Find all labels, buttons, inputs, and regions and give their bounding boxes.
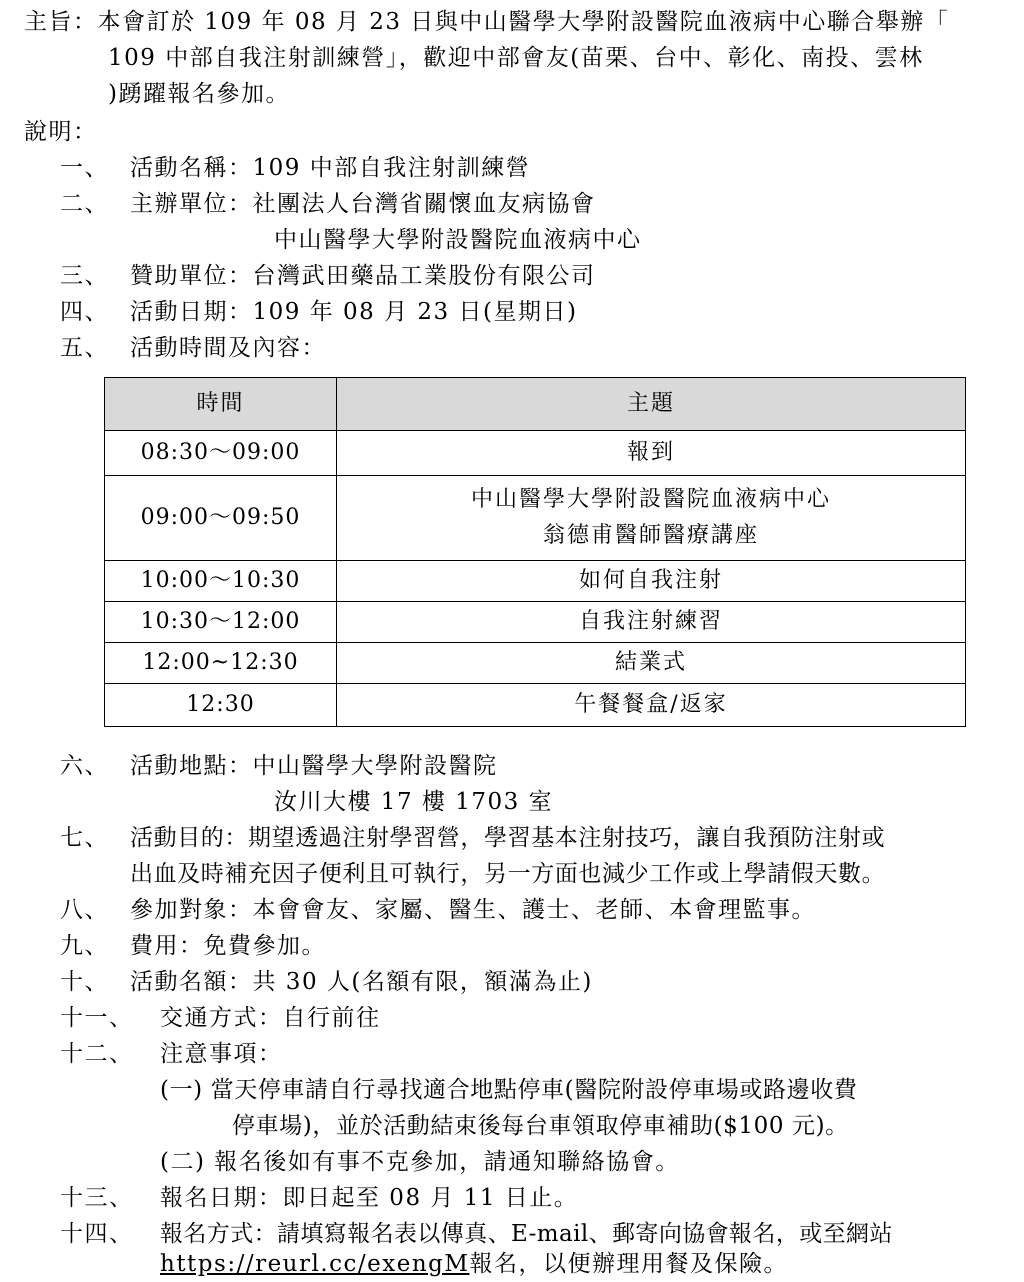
header-time: 時間 [105,378,337,431]
item-text-6: 活動地點：中山醫學大學附設醫院 [130,753,498,779]
item-text-14-tail: 報名，以便辦理用餐及保險。 [469,1251,788,1277]
item-number-4: 四、 [60,299,109,325]
row-topic: 如何自我注射 [337,561,966,602]
item-number-7: 七、 [60,825,109,851]
item-number-13: 十三、 [60,1185,134,1211]
item-number-10: 十、 [60,969,109,995]
item-text-7-cont: 出血及時補充因子便利且可執行，另一方面也減少工作或上學請假天數。 [130,861,886,887]
item-text-12: 注意事項： [160,1041,283,1067]
item-number-5: 五、 [60,335,109,361]
item-number-12: 十二、 [60,1041,134,1067]
item-number-6: 六、 [60,753,109,779]
item-number-1: 一、 [60,155,109,181]
row-topic: 午餐餐盒/返家 [337,684,966,727]
item-number-2: 二、 [60,191,109,217]
table-row [105,561,966,602]
row-time: 10:30～12:00 [105,602,337,643]
item-text-7: 活動目的：期望透過注射學習營，學習基本注射技巧，讓自我預防注射或 [130,825,886,851]
item-text-9: 費用：免費參加。 [130,933,326,959]
item-text-8: 參加對象：本會會友、家屬、醫生、護士、老師、本會理監事。 [130,897,816,923]
item-number-14: 十四、 [60,1221,134,1247]
row-time: 12:30 [105,684,337,727]
item-12-sub-1: (一) 當天停車請自行尋找適合地點停車(醫院附設停車場或路邊收費 [160,1077,858,1103]
item-12-sub-2: (二) 報名後如有事不克參加，請通知聯絡協會。 [160,1149,680,1175]
item-text-1: 活動名稱：109 中部自我注射訓練營 [130,155,531,181]
item-text-5: 活動時間及內容： [130,335,326,361]
row-topic-line-1: 中山醫學大學附設醫院血液病中心 [470,487,831,512]
table-row [105,476,966,561]
item-text-11: 交通方式：自行前往 [160,1005,381,1031]
table-row [105,431,966,476]
item-12-sub-1-cont: 停車場)，並於活動結束後每台車領取停車補助($100 元)。 [232,1113,849,1139]
item-text-13: 報名日期：即日起至 08 月 11 日止。 [160,1185,579,1211]
row-time: 09:00～09:50 [105,476,337,561]
row-topic-line-2: 翁德甫醫師醫療講座 [542,523,759,548]
subject-line-2: 109 中部自我注射訓練營」，歡迎中部會友(苗栗、台中、彰化、南投、雲林 [108,45,924,71]
item-text-10: 活動名額：共 30 人(名額有限，額滿為止) [130,969,593,995]
item-number-11: 十一、 [60,1005,134,1031]
item-text-2-cont: 中山醫學大學附設醫院血液病中心 [274,227,642,253]
item-number-9: 九、 [60,933,109,959]
row-topic: 自我注射練習 [337,602,966,643]
row-time: 10:00～10:30 [105,561,337,602]
table-row [105,602,966,643]
item-text-2: 主辦單位：社團法人台灣省關懷血友病協會 [130,191,596,217]
item-number-8: 八、 [60,897,109,923]
explanation-heading: 說明： [24,119,98,145]
registration-link[interactable]: https://reurl.cc/exengM [160,1251,470,1277]
subject-line-1: 主旨：本會訂於 109 年 08 月 23 日與中山醫學大學附設醫院血液病中心聯合舉辦「 [24,9,950,35]
header-topic: 主題 [337,378,966,431]
table-row [105,684,966,727]
row-topic [337,476,966,561]
item-text-4: 活動日期：109 年 08 月 23 日(星期日) [130,299,578,325]
item-text-14-cont [160,1246,788,1282]
item-text-14: 報名方式：請填寫報名表以傳真、E-mail、郵寄向協會報名，或至網站 [160,1221,893,1247]
subject-line-3: )踴躍報名參加。 [108,81,290,107]
item-number-3: 三、 [60,263,109,289]
item-text-6-cont: 汝川大樓 17 樓 1703 室 [274,789,554,815]
row-time: 12:00~12:30 [105,643,337,684]
row-topic: 報到 [337,431,966,476]
item-text-3: 贊助單位：台灣武田藥品工業股份有限公司 [130,263,596,289]
row-topic: 結業式 [337,643,966,684]
row-time: 08:30～09:00 [105,431,337,476]
table-row [105,643,966,684]
schedule-table [104,377,966,727]
